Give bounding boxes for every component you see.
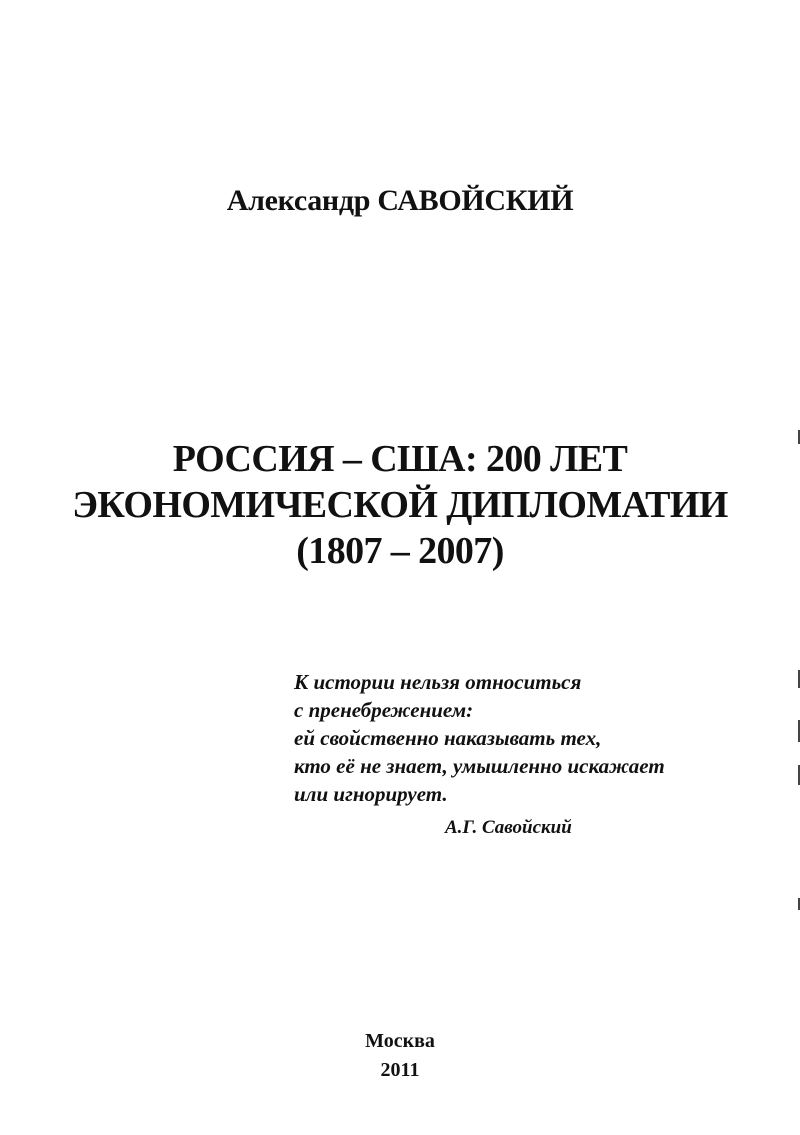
book-title (0, 436, 800, 574)
title-line: (1807 – 2007) (296, 530, 504, 572)
epigraph-line: с пренебрежением: (294, 698, 474, 722)
epigraph (294, 668, 764, 808)
author-name: Александр САВОЙСКИЙ (226, 184, 574, 217)
epigraph-line: кто её не знает, умышленно искажает (294, 754, 665, 778)
imprint-year: 2011 (380, 1059, 420, 1081)
title-line: ЭКОНОМИЧЕСКОЙ ДИПЛОМАТИИ (72, 484, 728, 526)
epigraph-line: К истории нельзя относиться (294, 670, 582, 694)
imprint (0, 1027, 800, 1085)
epigraph-line: ей свойственно наказывать тех, (294, 726, 602, 750)
epigraph-line: или игнорирует. (294, 782, 448, 806)
epigraph-attribution: А.Г. Савойский (445, 817, 572, 838)
imprint-city: Москва (365, 1030, 435, 1052)
title-line: РОССИЯ – США: 200 ЛЕТ (172, 438, 628, 480)
